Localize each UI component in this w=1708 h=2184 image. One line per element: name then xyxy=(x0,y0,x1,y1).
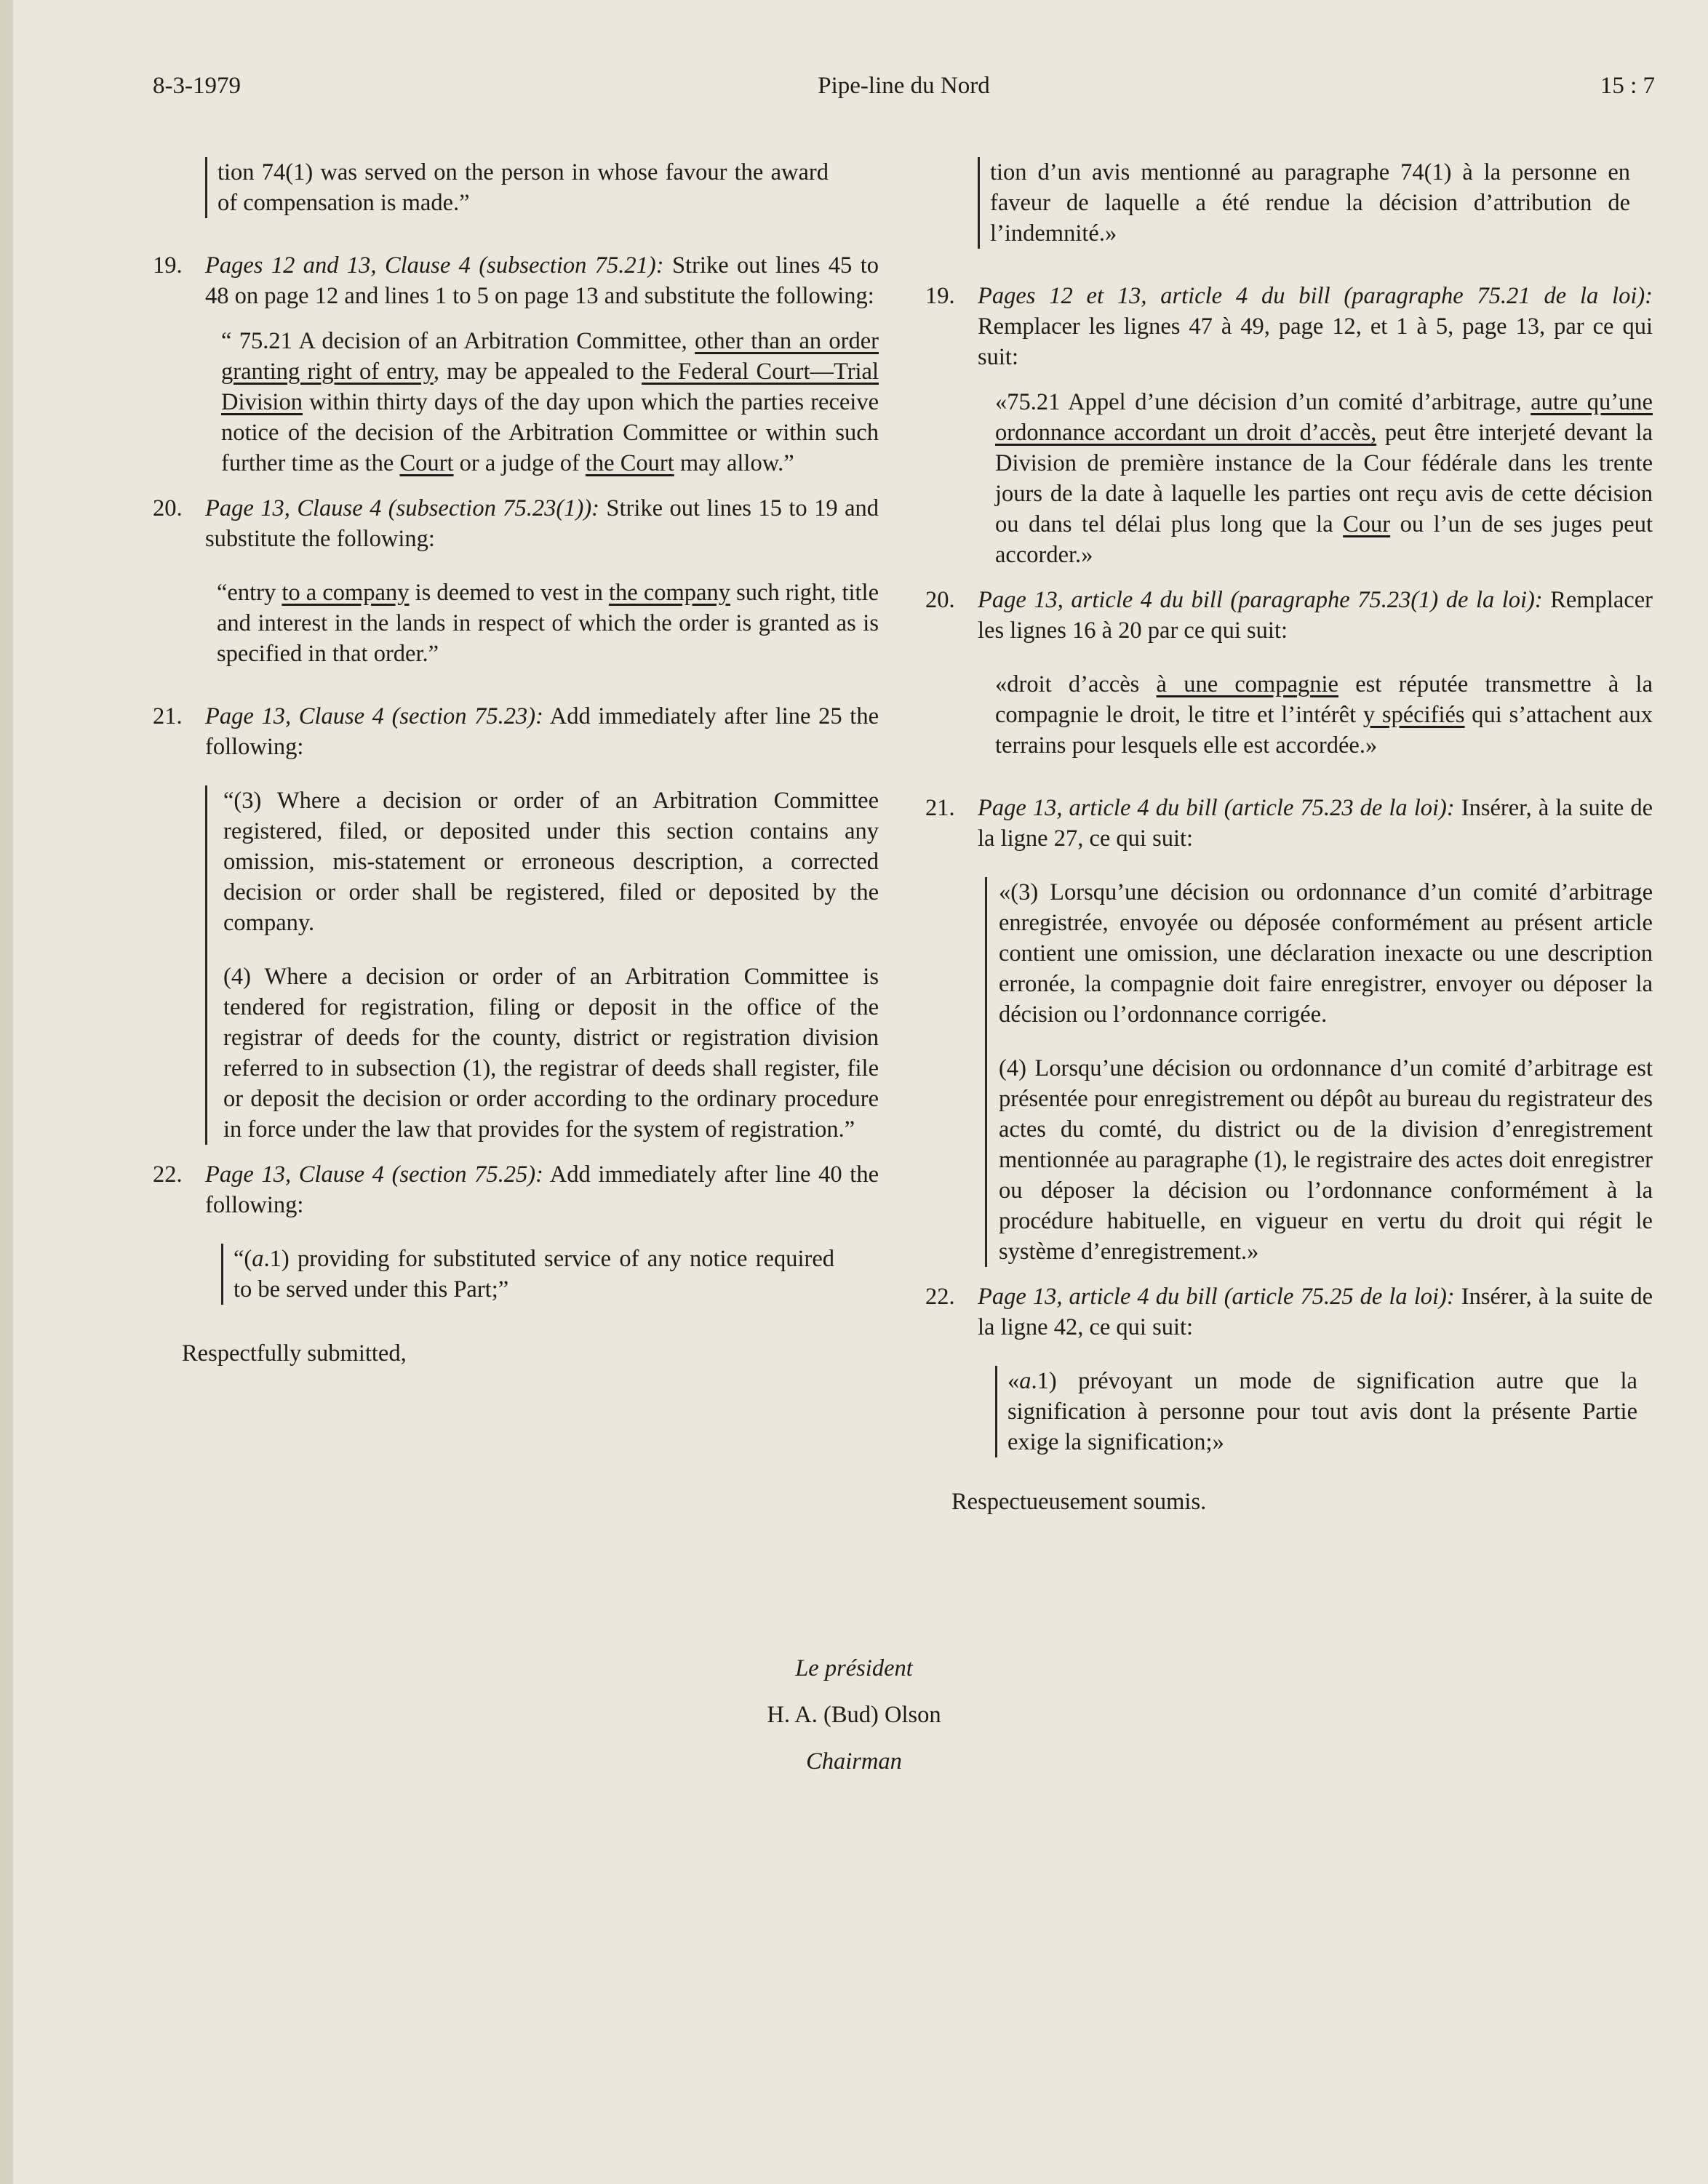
french-column xyxy=(925,157,1653,1517)
en-item-20-number: 20. xyxy=(153,495,183,521)
fr-item-20-quote: «droit d’accès à une compagnie est réputée transmettre à la compagnie le droit, le titre et l’intérêt y spécifiés qui s’attachent aux terrains pour lesquels elle est accordée.» xyxy=(995,671,1653,759)
fr-item-19-heading: Pages 12 et 13, article 4 du bill (paragraphe 75.21 de la loi): xyxy=(978,283,1653,309)
signature-name: H. A. (Bud) Olson xyxy=(767,1702,941,1728)
en-item-22-quote: “(a.1) providing for substituted service of any notice required to be served under this Part;” xyxy=(221,1244,834,1305)
fr-item-21-para-3: «(3) Lorsqu’une décision ou ordonnance d’un comité d’arbitrage enregistrée, envoyée ou déposée conformément au présent article contient une omission, une déclaration inexacte ou une description erronée, la compagnie doit faire enregistrer, envoyer ou déposer la décision ou l’ordonnance corrigée. xyxy=(999,879,1653,1028)
header-date: 8-3-1979 xyxy=(153,73,241,99)
en-item-19-text: Strike out lines 45 to 48 on page 12 and lines 1 to 5 on page 13 and substitute the following: xyxy=(205,252,879,309)
fr-intro: tion d’un avis mentionné au paragraphe 74(1) à la personne en faveur de laquelle a été rendue la décision d’attribution de l’indemnité.» xyxy=(978,157,1630,249)
en-item-21-number: 21. xyxy=(153,703,183,729)
en-item-21-para-3: “(3) Where a decision or order of an Arbitration Committee registered, filed, or deposited under this section contains any omission, mis-statement or erroneous description, a corrected decision or order shall be registered, filed or deposited by the company. xyxy=(223,788,879,936)
fr-closing: Respectueusement soumis. xyxy=(951,1489,1207,1515)
en-item-22 xyxy=(153,1159,879,1220)
en-item-19-number: 19. xyxy=(153,252,183,279)
en-item-22-number: 22. xyxy=(153,1161,183,1188)
fr-item-20-heading: Page 13, article 4 du bill (paragraphe 75.23(1) de la loi): xyxy=(978,587,1543,613)
signature-title-fr: Le président xyxy=(795,1655,913,1681)
fr-item-22-heading: Page 13, article 4 du bill (article 75.25 de la loi): xyxy=(978,1284,1455,1310)
fr-item-21-quote xyxy=(985,877,1653,1267)
en-item-21-para-4: (4) Where a decision or order of an Arbitration Committee is tendered for registration, filing or deposit in the office of the registrar of deeds for the county, district or registration division referred to in subsection (1), the registrar of deeds shall register, file or deposit the decision or order according to the ordinary procedure in force under the law that provides for the system of registration.” xyxy=(223,964,879,1143)
en-item-22-heading: Page 13, Clause 4 (section 75.25): xyxy=(205,1161,543,1188)
header-page-number: 15 : 7 xyxy=(1600,73,1655,99)
fr-item-22 xyxy=(925,1281,1653,1343)
page-binding-edge xyxy=(0,0,13,2184)
en-item-20-heading: Page 13, Clause 4 (subsection 75.23(1)): xyxy=(205,495,599,521)
english-column xyxy=(153,157,879,1369)
en-item-20-text: Strike out lines 15 to 19 and substitute the following: xyxy=(205,495,879,552)
fr-item-20 xyxy=(925,585,1653,646)
en-item-20-quote: “entry to a company is deemed to vest in the company such right, title and interest in the lands in respect of which the order is granted as is specified in that order.” xyxy=(217,580,879,667)
en-item-19-quote: “ 75.21 A decision of an Arbitration Committee, other than an order granting right of entry, may be appealed to the Federal Court—Trial Division within thirty days of the day upon which the parties receive notice of the decision of the Arbitration Committee or within such further time as the Court or a judge of the Court may allow.” xyxy=(221,328,879,476)
en-intro: tion 74(1) was served on the person in whose favour the award of compensation is made.” xyxy=(205,157,829,218)
en-item-22-text: Add immediately after line 40 the following: xyxy=(205,1161,879,1218)
fr-item-22-quote: «a.1) prévoyant un mode de signification autre que la signification à personne pour tout avis dont la présente Partie exige la signification;» xyxy=(995,1366,1637,1457)
en-item-21-heading: Page 13, Clause 4 (section 75.23): xyxy=(205,703,543,729)
fr-item-21 xyxy=(925,793,1653,854)
en-item-19-heading: Pages 12 and 13, Clause 4 (subsection 75.21): xyxy=(205,252,664,279)
page-header xyxy=(153,73,1655,116)
header-title: Pipe-line du Nord xyxy=(818,73,990,99)
fr-item-20-text: Remplacer les lignes 16 à 20 par ce qui suit: xyxy=(978,587,1653,644)
en-item-20 xyxy=(153,493,879,554)
fr-item-20-number: 20. xyxy=(925,587,955,613)
en-item-21-text: Add immediately after line 25 the following: xyxy=(205,703,879,760)
fr-item-22-text: Insérer, à la suite de la ligne 42, ce qui suit: xyxy=(978,1284,1653,1340)
fr-item-21-text: Insérer, à la suite de la ligne 27, ce qui suit: xyxy=(978,795,1653,852)
fr-item-21-para-4: (4) Lorsqu’une décision ou ordonnance d’un comité d’arbitrage est présentée pour enregistrement ou dépôt au bureau du registrateur des actes du comté, du district ou de la division d’enregistrement mentionnée au paragraphe (1), le registraire des actes doit enregistrer ou déposer la décision ou l’ordonnance conformément à la procédure habituelle, en vigueur en vertu du droit qui régit le système d’enregistrement.» xyxy=(999,1055,1653,1265)
fr-item-19-number: 19. xyxy=(925,283,955,309)
en-item-21 xyxy=(153,701,879,762)
en-item-19 xyxy=(153,250,879,311)
en-item-21-quote xyxy=(205,785,879,1145)
fr-item-21-heading: Page 13, article 4 du bill (article 75.23 de la loi): xyxy=(978,795,1455,821)
en-closing: Respectfully submitted, xyxy=(182,1340,407,1367)
fr-item-19-text: Remplacer les lignes 47 à 49, page 12, et 1 à 5, page 13, par ce qui suit: xyxy=(978,313,1653,370)
signature-title-en: Chairman xyxy=(806,1748,902,1775)
fr-item-19-quote: «75.21 Appel d’une décision d’un comité d’arbitrage, autre qu’une ordonnance accordant un droit d’accès, peut être interjeté devant la Division de première instance de la Cour fédérale dans les trente jours de la date à laquelle les parties ont reçu avis de cette décision ou dans tel délai plus long que la Cour ou l’un de ses juges peut accorder.» xyxy=(995,389,1653,568)
fr-item-22-number: 22. xyxy=(925,1284,955,1310)
fr-item-19 xyxy=(925,281,1653,372)
fr-item-21-number: 21. xyxy=(925,795,955,821)
